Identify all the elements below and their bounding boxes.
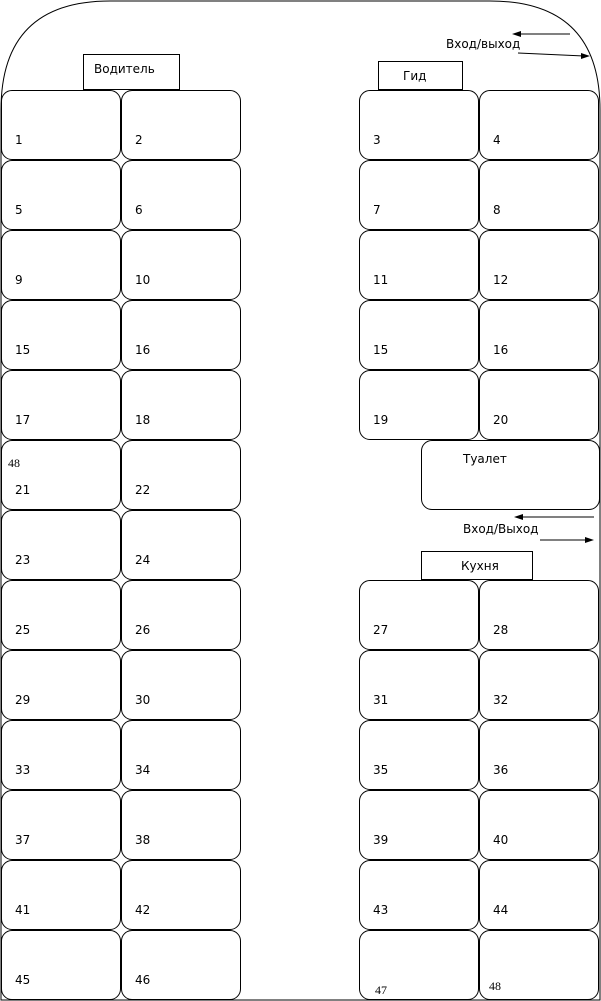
seat-number: 31 (373, 693, 389, 707)
seat-number: 24 (135, 553, 151, 567)
seat-number: 25 (15, 623, 31, 637)
seat-number: 39 (373, 833, 389, 847)
driver-label: Водитель (94, 62, 155, 76)
seat[interactable] (359, 720, 479, 790)
seat-number: 6 (135, 203, 143, 217)
seat[interactable] (359, 790, 479, 860)
seat-number: 36 (493, 763, 509, 777)
seat-number: 20 (493, 413, 509, 427)
seat-number: 5 (15, 203, 23, 217)
seat-number: 43 (373, 903, 389, 917)
seat[interactable] (479, 580, 599, 650)
seat-number: 48 (489, 979, 501, 993)
entrance-middle-label: Вход/Выход (463, 522, 539, 536)
seat-number: 28 (493, 623, 509, 637)
seat-number: 33 (15, 763, 31, 777)
seat-number: 2 (135, 133, 143, 147)
seat-number: 10 (135, 273, 151, 287)
seat-number: 47 (375, 983, 387, 997)
seat-number: 44 (493, 903, 509, 917)
seat-number: 41 (15, 903, 31, 917)
seat-number: 42 (135, 903, 151, 917)
extra-seat-48-label: 48 (8, 456, 20, 470)
seat-number: 38 (135, 833, 151, 847)
seat[interactable] (479, 790, 599, 860)
seat-number: 16 (135, 343, 151, 357)
seat[interactable] (359, 580, 479, 650)
seat[interactable] (359, 930, 479, 1000)
seat-number: 16 (493, 343, 509, 357)
seat-number: 9 (15, 273, 23, 287)
seat-number: 29 (15, 693, 31, 707)
seat-number: 40 (493, 833, 509, 847)
seat-number: 37 (15, 833, 31, 847)
seat-number: 19 (373, 413, 389, 427)
toilet-label: Туалет (463, 452, 507, 466)
seat-number: 4 (493, 133, 501, 147)
kitchen-box (421, 551, 533, 580)
guide-label: Гид (403, 69, 427, 83)
seat-number: 21 (15, 483, 31, 497)
seat-number: 18 (135, 413, 151, 427)
seat-number: 15 (15, 343, 31, 357)
seat-number: 11 (373, 273, 389, 287)
seat-number: 45 (15, 973, 31, 987)
seat-number: 30 (135, 693, 151, 707)
seat-number: 7 (373, 203, 381, 217)
seat-number: 26 (135, 623, 151, 637)
seat-number: 8 (493, 203, 501, 217)
seat-number: 17 (15, 413, 31, 427)
seat-number: 12 (493, 273, 509, 287)
seat[interactable] (479, 930, 599, 1000)
seat-number: 34 (135, 763, 151, 777)
seat-number: 35 (373, 763, 389, 777)
entrance-top-label: Вход/выход (446, 37, 521, 51)
seat[interactable] (479, 650, 599, 720)
seat-number: 46 (135, 973, 151, 987)
seat-number: 22 (135, 483, 151, 497)
seat[interactable] (479, 860, 599, 930)
seat[interactable] (359, 860, 479, 930)
seat[interactable] (479, 720, 599, 790)
seat-number: 23 (15, 553, 31, 567)
seat-number: 1 (15, 133, 23, 147)
seat-number: 15 (373, 343, 389, 357)
kitchen-label: Кухня (461, 559, 499, 573)
seat-number: 3 (373, 133, 381, 147)
seat-number: 27 (373, 623, 389, 637)
seat-number: 32 (493, 693, 509, 707)
seat[interactable] (359, 650, 479, 720)
